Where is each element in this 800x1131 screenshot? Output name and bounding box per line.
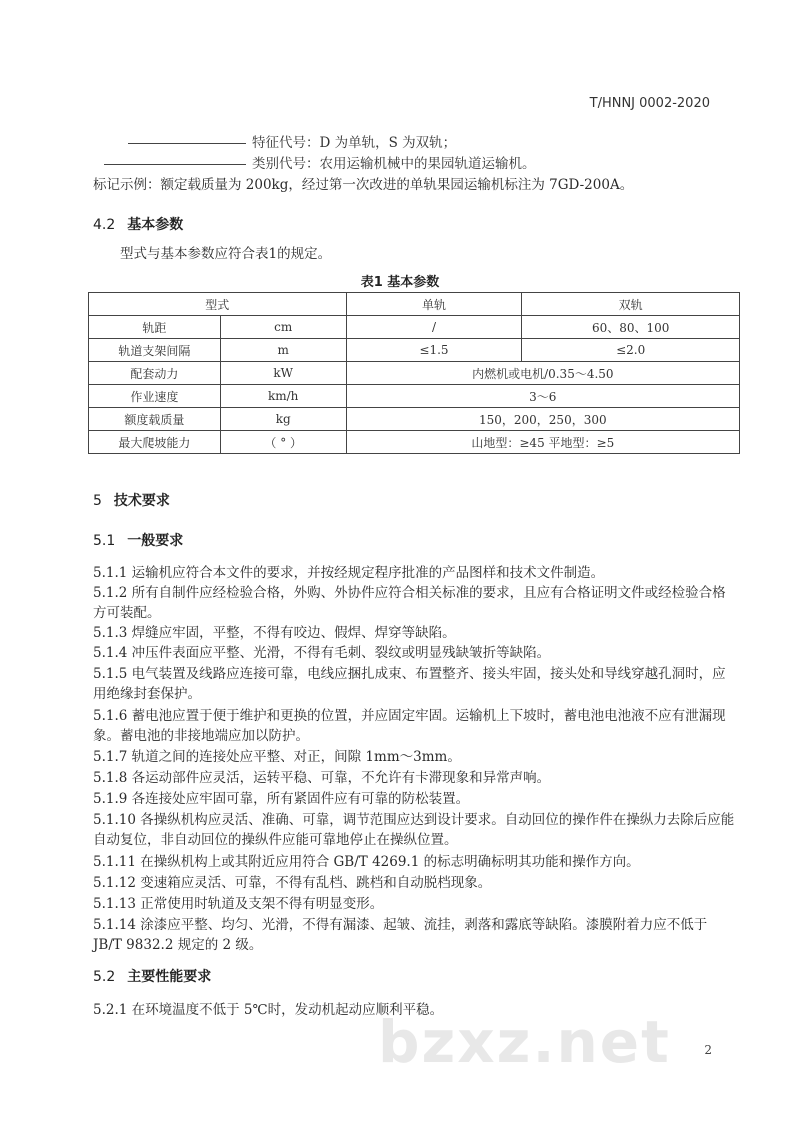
section-number: 4.2 xyxy=(93,217,116,233)
param-double: 60、80、100 xyxy=(522,316,740,339)
clause-5-1-11: 5.1.11 在操纵机构上或其附近应用符合 GB/T 4269.1 的标志明确标明其功能和操作方向。 xyxy=(93,854,640,870)
clause-5-1-8: 5.1.8 各运动部件应灵活，运转平稳、可靠，不允许有卡滞现象和异常声响。 xyxy=(93,770,551,786)
section-5-2-heading xyxy=(93,966,211,986)
leader-line xyxy=(128,143,246,144)
param-unit: km/h xyxy=(220,385,346,408)
param-unit: m xyxy=(220,339,346,362)
param-unit: cm xyxy=(220,316,346,339)
table-row xyxy=(89,431,740,454)
clause-5-1-13: 5.1.13 正常使用时轨道及支架不得有明显变形。 xyxy=(93,896,384,912)
param-unit: kg xyxy=(220,408,346,431)
marking-example: 标记示例：额定载质量为 200kg，经过第一次改进的单轨果园运输机标注为 7GD-200A。 xyxy=(93,177,634,193)
header-single: 单轨 xyxy=(346,293,522,316)
clause-5-1-3: 5.1.3 焊缝应牢固，平整，不得有咬边、假焊、焊穿等缺陷。 xyxy=(93,625,456,641)
header-double: 双轨 xyxy=(522,293,740,316)
leader-text: 类别代号：农用运输机械中的果园轨道运输机。 xyxy=(252,156,536,172)
document-code: T/HNNJ 0002-2020 xyxy=(589,96,710,111)
param-name: 额度载质量 xyxy=(89,408,221,431)
param-value: 150，200，250，300 xyxy=(346,408,739,431)
marking-leader-category xyxy=(104,152,536,172)
clause-5-1-7: 5.1.7 轨道之间的连接处应平整、对正，间隙 1mm～3mm。 xyxy=(93,749,461,765)
clause-5-1-5: 5.1.5 电气装置及线路应连接可靠，电线应捆扎成束、布置整齐、接头牢固，接头处和导线穿越孔洞时，应用绝缘封套保护。 xyxy=(93,666,726,702)
clause-5-1-2: 5.1.2 所有自制件应经检验合格，外购、外协件应符合相关标准的要求，且应有合格证明文件或经检验合格方可装配。 xyxy=(93,585,726,621)
table-caption: 表1 基本参数 xyxy=(360,275,440,290)
section-4-2-heading xyxy=(93,214,183,234)
table-row xyxy=(89,339,740,362)
param-name: 轨距 xyxy=(89,316,221,339)
section-number: 5 xyxy=(93,493,102,509)
section-5-heading xyxy=(93,490,170,510)
param-name: 最大爬坡能力 xyxy=(89,431,221,454)
section-4-2-intro: 型式与基本参数应符合表1的规定。 xyxy=(120,246,332,262)
param-double: ≤2.0 xyxy=(522,339,740,362)
table-row xyxy=(89,408,740,431)
section-title: 一般要求 xyxy=(127,533,184,549)
header-type: 型式 xyxy=(89,293,347,316)
param-unit: （ ° ） xyxy=(220,431,346,454)
param-value: 3～6 xyxy=(346,385,739,408)
section-number: 5.1 xyxy=(93,533,116,549)
param-name: 作业速度 xyxy=(89,385,221,408)
table-row xyxy=(89,362,740,385)
parameter-table xyxy=(88,292,740,454)
clause-5-1-10: 5.1.10 各操纵机构应灵活、准确、可靠，调节范围应达到设计要求。自动回位的操作件在操纵力去除后应能自动复位，非自动回位的操纵件应能可靠地停止在操纵位置。 xyxy=(93,812,735,848)
param-unit: kW xyxy=(220,362,346,385)
clause-5-1-4: 5.1.4 冲压件表面应平整、光滑，不得有毛刺、裂纹或明显残缺皱折等缺陷。 xyxy=(93,645,551,661)
table-row xyxy=(89,385,740,408)
clause-5-1-9: 5.1.9 各连接处应牢固可靠，所有紧固件应有可靠的防松装置。 xyxy=(93,791,470,807)
table-header-row xyxy=(89,293,740,316)
clause-5-1-12: 5.1.12 变速箱应灵活、可靠，不得有乱档、跳档和自动脱档现象。 xyxy=(93,875,492,891)
clause-5-1-14: 5.1.14 涂漆应平整、均匀、光滑，不得有漏漆、起皱、流挂，剥落和露底等缺陷。漆膜附着力应不低于 JB/T 9832.2 规定的 2 级。 xyxy=(93,917,708,953)
param-value: 山地型：≥45 平地型：≥5 xyxy=(346,431,739,454)
marking-leader-feature xyxy=(128,131,456,151)
clause-5-2-1: 5.2.1 在环境温度不低于 5℃时，发动机起动应顺利平稳。 xyxy=(93,1002,444,1018)
table-row xyxy=(89,316,740,339)
section-title: 主要性能要求 xyxy=(127,969,212,985)
leader-text: 特征代号：D 为单轨，S 为双轨； xyxy=(252,135,457,151)
param-single: ≤1.5 xyxy=(346,339,522,362)
param-name: 轨道支架间隔 xyxy=(89,339,221,362)
watermark-logo: bzxz.net xyxy=(378,1008,671,1076)
section-title: 技术要求 xyxy=(113,493,170,509)
section-number: 5.2 xyxy=(93,969,116,985)
section-title: 基本参数 xyxy=(127,217,184,233)
param-value: 内燃机或电机/0.35～4.50 xyxy=(346,362,739,385)
leader-line xyxy=(104,164,246,165)
page-number: 2 xyxy=(704,1043,712,1057)
clause-5-1-1: 5.1.1 运输机应符合本文件的要求，并按经规定程序批准的产品图样和技术文件制造。 xyxy=(93,565,605,581)
param-name: 配套动力 xyxy=(89,362,221,385)
section-5-1-heading xyxy=(93,530,183,550)
param-single: / xyxy=(346,316,522,339)
clause-5-1-6: 5.1.6 蓄电池应置于便于维护和更换的位置，并应固定牢固。运输机上下坡时，蓄电池电池液不应有泄漏现象。蓄电池的非接地端应加以防护。 xyxy=(93,708,726,744)
